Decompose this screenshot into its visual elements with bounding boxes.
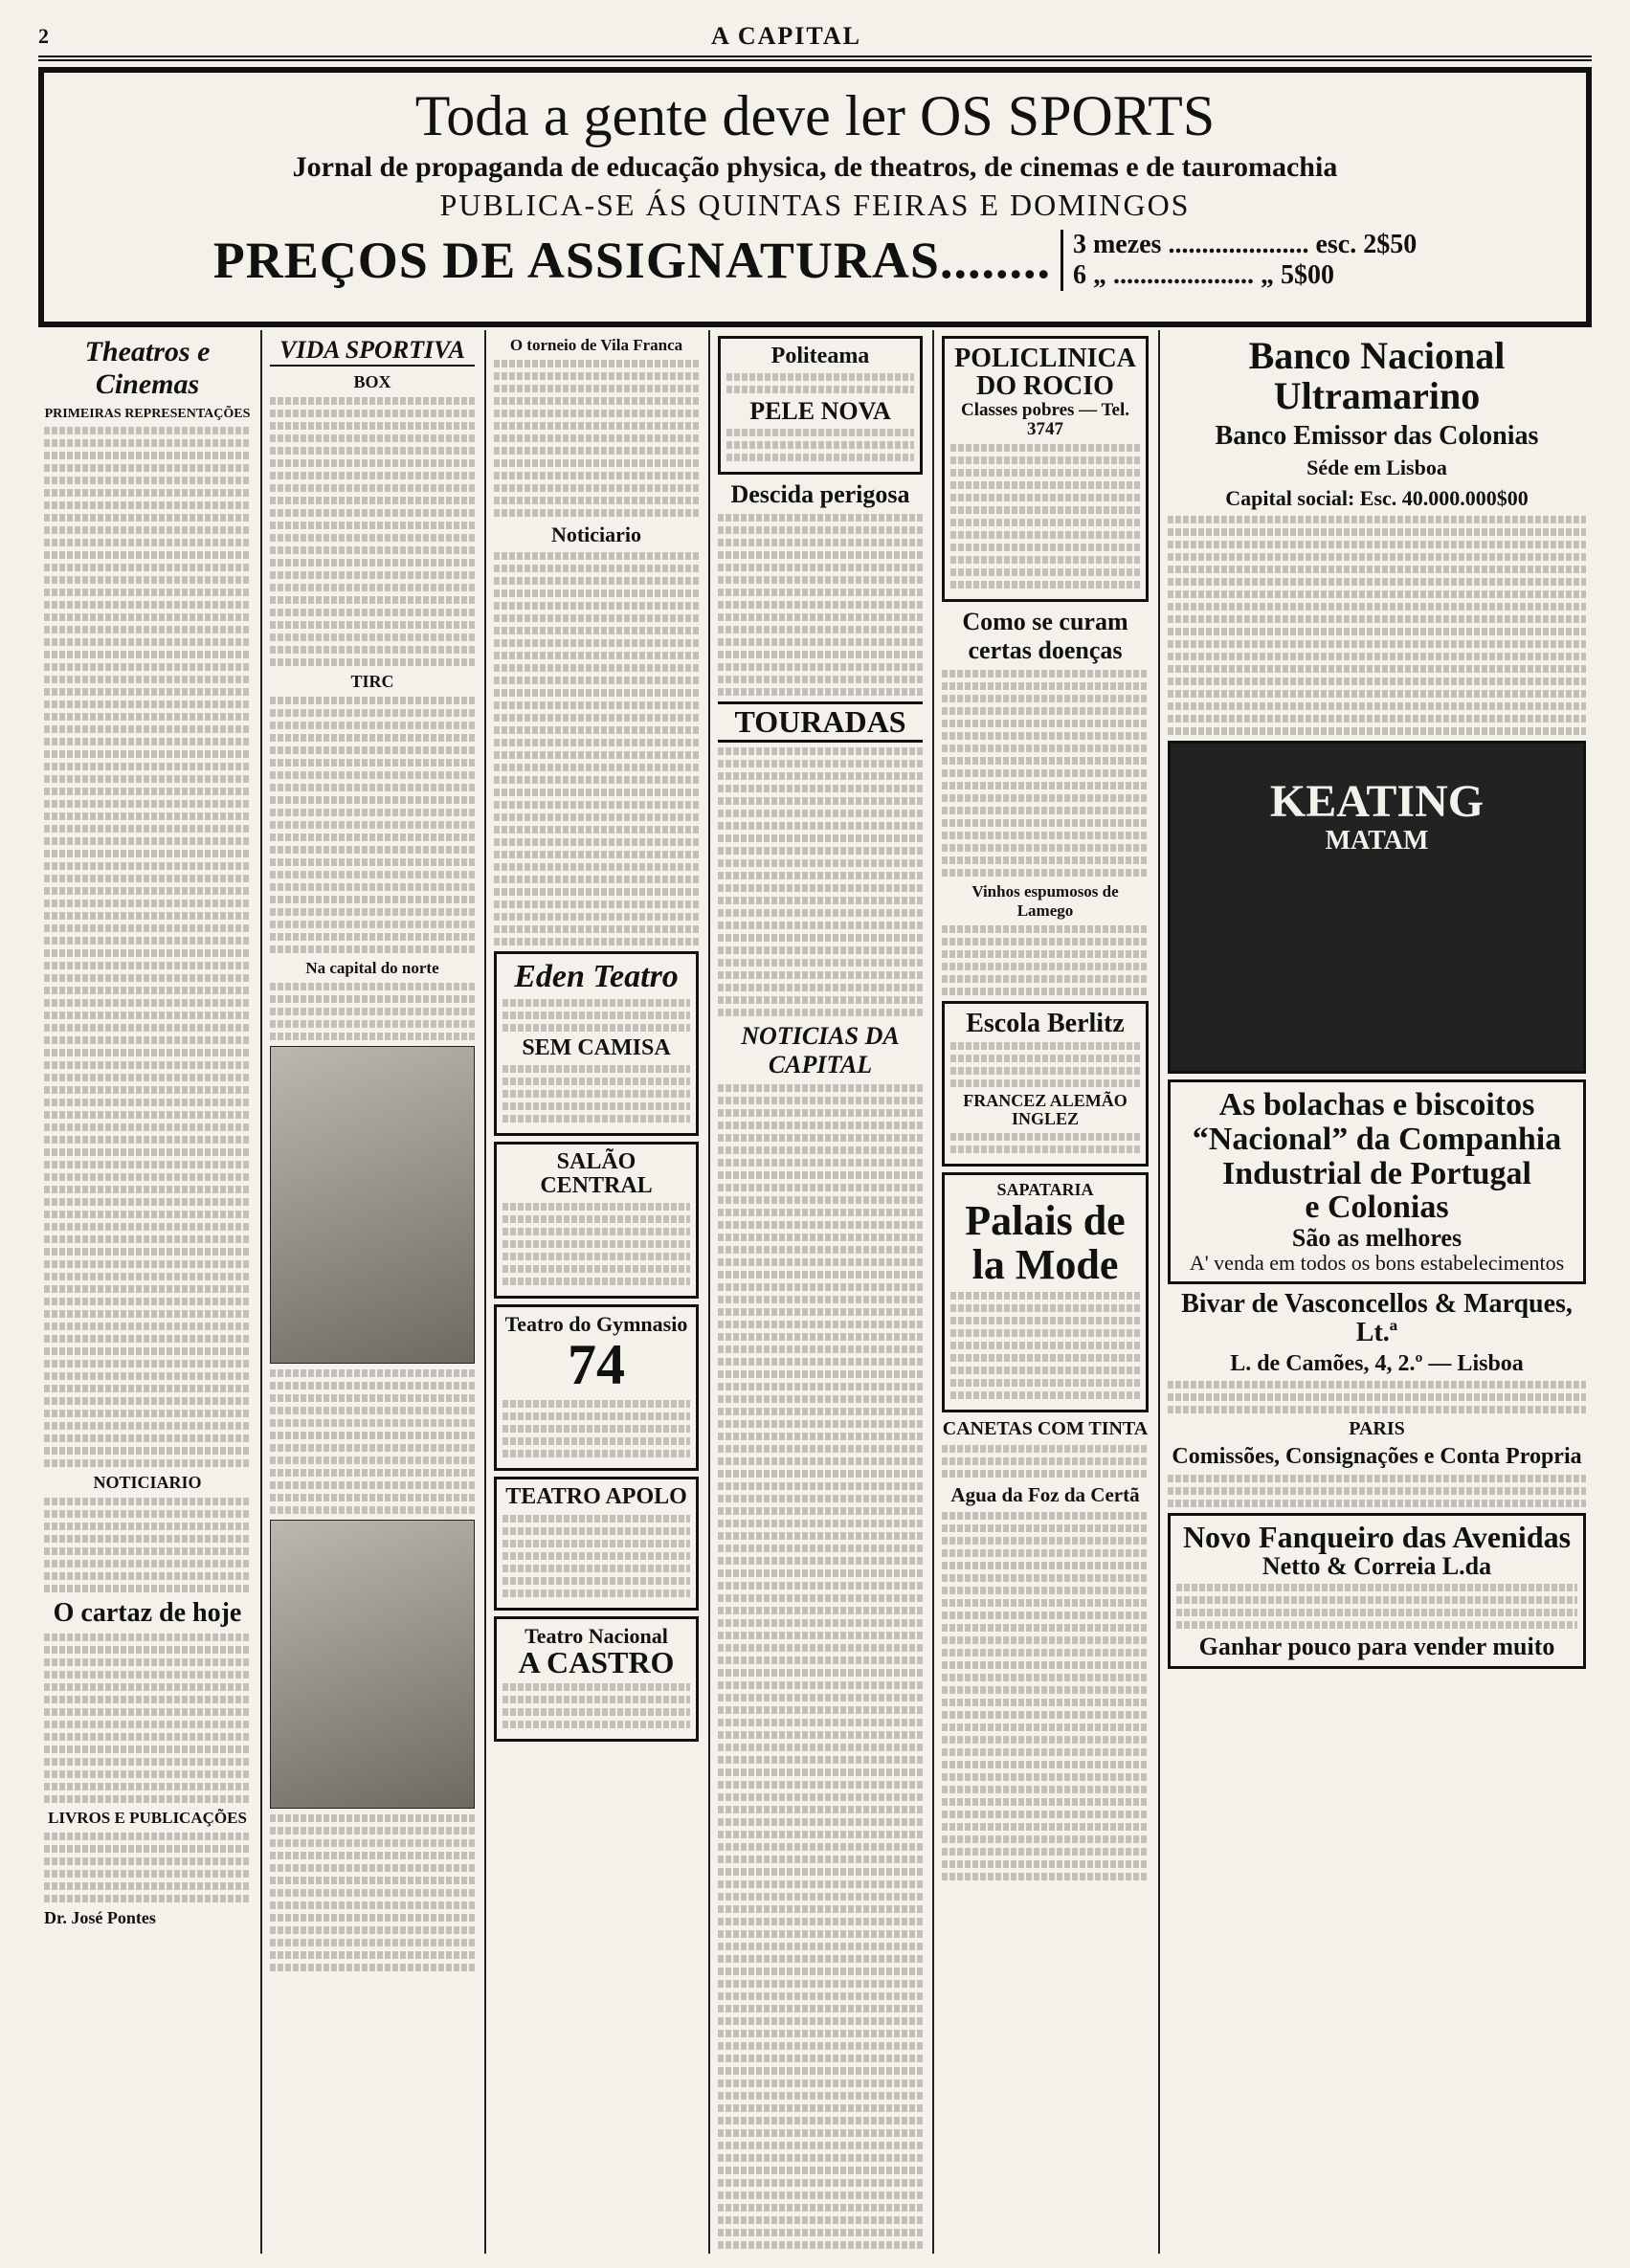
ad-body (950, 1133, 1140, 1153)
column-torneio (488, 330, 704, 2254)
ad-body (950, 444, 1140, 589)
body-text (942, 1445, 1149, 1478)
noticiario-heading: NOTICIARIO (93, 1473, 202, 1492)
bolachas-line: e Colonias (1305, 1190, 1449, 1226)
bolachas-line: Industrial de Portugal (1221, 1155, 1532, 1191)
body-text (270, 983, 475, 1040)
os-sports-advert (38, 67, 1592, 327)
body-text (270, 1369, 475, 1514)
keating-title: KEATING (1269, 776, 1485, 828)
bivar-paris: PARIS (1349, 1418, 1405, 1440)
palais-de-la-mode-ad (942, 1172, 1149, 1412)
bolachas-venda: A' venda em todos os bons estabelecimentos (1189, 1251, 1565, 1276)
natacao-heading: Na capital do norte (305, 959, 439, 977)
torneio-headline: O torneio de Vila Franca (509, 336, 683, 354)
agua-heading: Agua da Foz da Certã (950, 1483, 1140, 1507)
body-text (44, 1498, 251, 1592)
cartaz-heading: O cartaz de hoje (53, 1598, 242, 1628)
prices-rows (1061, 230, 1417, 291)
tirc-heading: TIRC (350, 672, 394, 691)
banner-prices (44, 230, 1586, 291)
palais-title: Palais de la Mode (965, 1196, 1126, 1288)
ad-body (502, 1515, 690, 1597)
newspaper-title: A CAPITAL (711, 22, 861, 50)
policlinica-ad (942, 336, 1149, 602)
body-text (494, 552, 699, 945)
noticias-heading: NOTICIAS DA CAPITAL (741, 1022, 900, 1079)
livros-heading: LIVROS E PUBLICAÇÕES (48, 1809, 247, 1827)
bolachas-melhores: São as melhores (1291, 1224, 1463, 1253)
body-text (942, 670, 1149, 877)
curam-heading: Como se curam certas doenças (962, 607, 1128, 664)
box-heading: BOX (353, 372, 391, 391)
policlinica-title: POLICLINICA DO ROCIO (954, 344, 1136, 402)
column-rule (1158, 330, 1160, 2254)
bivar-address: L. de Camões, 4, 2.º — Lisboa (1230, 1351, 1524, 1377)
body-text (718, 747, 923, 1016)
sapataria-label: SAPATARIA (996, 1179, 1094, 1199)
classes-pobres: Classes pobres — Tel. 3747 (961, 399, 1129, 439)
body-text (494, 360, 699, 517)
ad-body (502, 1065, 690, 1123)
ad-body (950, 1042, 1140, 1087)
banco-title: Banco Nacional Ultramarino (1248, 334, 1506, 417)
apolo-ad (494, 1477, 699, 1610)
gymnasio-ad (494, 1304, 699, 1471)
politeama-title: Politeama (770, 344, 870, 368)
body-text (44, 1634, 251, 1803)
bolachas-line: As bolachas e biscoitos (1218, 1087, 1535, 1123)
apolo-title: TEATRO APOLO (505, 1484, 687, 1510)
column-rule (932, 330, 934, 2254)
body-text (44, 427, 251, 1467)
fanqueiro-title: Novo Fanqueiro das Avenidas (1182, 1519, 1572, 1554)
eden-title: Eden Teatro (514, 959, 679, 994)
netto-correia: Netto & Correia L.da (1262, 1552, 1492, 1581)
footer-ad: Dr. José Pontes (44, 1908, 156, 1927)
body-text (942, 925, 1149, 995)
column-rule (484, 330, 486, 2254)
page-number: 2 (38, 24, 49, 48)
banco-capital: Capital social: Esc. 40.000.000$00 (1225, 486, 1529, 511)
ad-body (502, 999, 690, 1032)
politeama-ad (718, 336, 923, 475)
body-text (1168, 1475, 1586, 1507)
column-adverts (1162, 330, 1592, 2254)
column-rule (708, 330, 710, 2254)
fencing-master-photo (270, 1520, 475, 1809)
gymnasio-number: 74 (568, 1333, 625, 1397)
berlitz-languages: FRANCEZ ALEMÃO INGLEZ (963, 1091, 1128, 1128)
salao-title: SALÃO CENTRAL (540, 1148, 653, 1199)
salao-central-ad (494, 1142, 699, 1299)
berlitz-ad (942, 1001, 1149, 1167)
price-row: 3 mezes ..................... esc. 2$50 (1072, 230, 1418, 259)
masthead (38, 17, 1592, 61)
column-politeama (712, 330, 928, 2254)
price-row: 6 „ ..................... „ 5$00 (1072, 260, 1334, 290)
castro-title: A CASTRO (518, 1644, 675, 1679)
vinhos-heading: Vinhos espumosos de Lamego (971, 881, 1119, 920)
ad-body (502, 1203, 690, 1285)
ad-body (726, 429, 914, 461)
gymnasio-title: Teatro do Gymnasio (504, 1312, 688, 1337)
pele-nova: PELE NOVA (749, 397, 891, 426)
touradas-heading: TOURADAS (718, 701, 923, 743)
section-subtitle: PRIMEIRAS REPRESENTAÇÕES (44, 407, 251, 421)
ad-body (502, 1400, 690, 1457)
body-text (942, 1512, 1149, 1880)
banco-emissor: Banco Emissor das Colonias (1215, 421, 1539, 451)
nacional-title: Teatro Nacional (525, 1623, 668, 1648)
banner-headline: Toda a gente deve ler OS SPORTS (414, 84, 1216, 147)
noticiario-heading: Noticiario (550, 523, 642, 546)
body-text (270, 1814, 475, 1971)
section-title: VIDA SPORTIVA (270, 336, 475, 367)
ad-body (726, 373, 914, 393)
teatro-nacional-ad (494, 1616, 699, 1743)
eden-teatro-ad (494, 951, 699, 1136)
canetas-heading: CANETAS COM TINTA (942, 1418, 1149, 1440)
banco-sede: Séde em Lisboa (1306, 456, 1447, 480)
keating-ad (1168, 741, 1586, 1074)
fanqueiro-ad (1168, 1513, 1586, 1669)
bivar-title: Bivar de Vasconcellos & Marques, Lt.ª (1181, 1289, 1573, 1347)
prices-label: PREÇOS DE ASSIGNATURAS........ (212, 232, 1051, 289)
section-title: Theatros e Cinemas (84, 336, 211, 400)
banner-schedule: PUBLICA-SE ÁS QUINTAS FEIRAS E DOMINGOS (439, 188, 1191, 222)
column-rule (260, 330, 262, 2254)
descida-heading: Descida perigosa (730, 480, 910, 509)
column-vida-sportiva (264, 330, 480, 2254)
body-text (270, 397, 475, 666)
sem-camisa: SEM CAMISA (522, 1034, 671, 1060)
bolachas-ad (1168, 1079, 1586, 1284)
comissoes-heading: Comissões, Consignações e Conta Propria (1172, 1444, 1582, 1470)
ad-body (1176, 1584, 1577, 1629)
swimmer-photo (270, 1046, 475, 1364)
ad-body (502, 1683, 690, 1728)
body-text (1168, 516, 1586, 735)
body-text (1168, 1381, 1586, 1413)
berlitz-title: Escola Berlitz (966, 1008, 1125, 1038)
column-policlinica (936, 330, 1154, 2254)
bolachas-line: “Nacional” da Companhia (1192, 1122, 1562, 1158)
body-text (44, 1833, 251, 1902)
column-theatros (38, 330, 257, 2254)
fanqueiro-slogan: Ganhar pouco para vender muito (1198, 1633, 1555, 1661)
body-text (718, 514, 923, 696)
ad-body (950, 1292, 1140, 1399)
keating-matam: MATAM (1325, 825, 1429, 856)
banner-tagline: Jornal de propaganda de educação physica, de theatros, de cinemas e de tauromachia (292, 151, 1338, 183)
body-text (270, 697, 475, 953)
body-text (718, 1084, 923, 2249)
